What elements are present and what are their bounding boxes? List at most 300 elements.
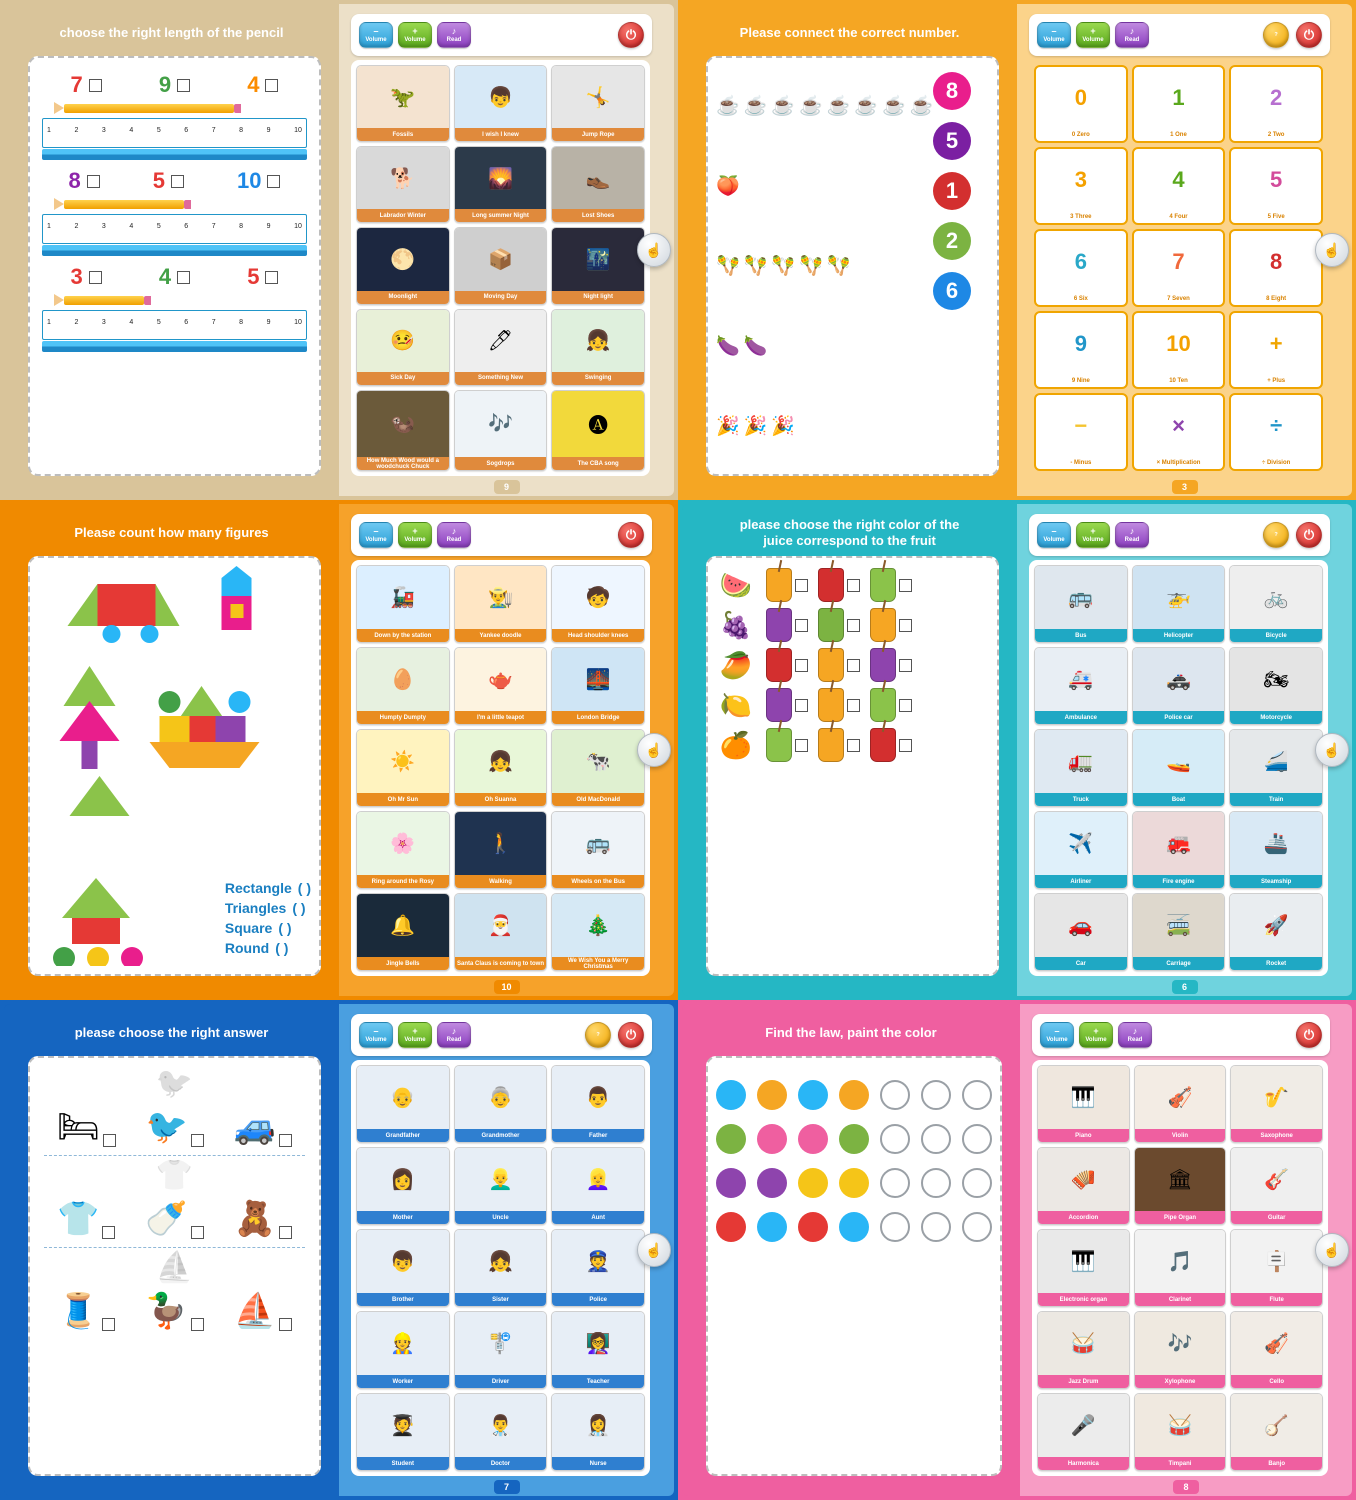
number-choice[interactable]: 5 <box>933 122 971 160</box>
number-card[interactable] <box>1132 311 1226 389</box>
scroll-knob[interactable]: ☝ <box>637 233 671 267</box>
icon-card[interactable] <box>356 1393 450 1471</box>
number-card[interactable] <box>1034 311 1128 389</box>
volume-down-button-label: Volume <box>365 1037 387 1043</box>
icon-card[interactable] <box>1229 565 1323 643</box>
toolbar <box>1032 1014 1330 1056</box>
volume-up-button[interactable] <box>398 522 432 548</box>
juice-option[interactable] <box>766 648 808 682</box>
count-item-row <box>716 334 989 358</box>
legend-answer-blank[interactable]: ( ) <box>297 880 311 896</box>
card-thumbnail: 🎅 <box>455 894 547 957</box>
count-item-icon: 🎉 <box>771 416 796 437</box>
ruler-tick: 2 <box>74 223 79 230</box>
number-card[interactable] <box>1132 393 1226 471</box>
question-button[interactable] <box>1263 22 1289 48</box>
icon-card[interactable] <box>1037 1229 1130 1307</box>
ruler-tick: 9 <box>266 319 271 326</box>
number-choice[interactable]: 6 <box>933 272 971 310</box>
juice-checkbox[interactable] <box>847 699 860 712</box>
icon-card[interactable] <box>454 227 548 304</box>
card-thumbnail: 🧑‍🎓 <box>357 1394 449 1457</box>
read-button-label: Read <box>446 537 462 543</box>
panel-inner <box>682 1004 1352 1496</box>
card-label: Flute <box>1231 1293 1322 1306</box>
icon-card[interactable] <box>1132 811 1226 889</box>
icon-card[interactable] <box>1230 1147 1323 1225</box>
icon-card[interactable] <box>1037 1311 1130 1389</box>
read-button[interactable] <box>1118 1022 1152 1048</box>
card-label: Helicopter <box>1133 629 1225 642</box>
icon-card[interactable] <box>551 647 645 725</box>
pencil-option[interactable] <box>71 264 102 290</box>
icon-card[interactable] <box>551 65 645 142</box>
icon-card[interactable] <box>551 227 645 304</box>
count-item-icon: 🪇 <box>826 256 851 277</box>
icon-card[interactable] <box>1134 1393 1227 1471</box>
read-button-label: Read <box>1127 1037 1143 1043</box>
icon-card[interactable] <box>356 1229 450 1307</box>
pencil-tip <box>54 102 64 114</box>
pencil-option-checkbox[interactable] <box>89 79 102 92</box>
volume-down-button-label: Volume <box>1043 37 1065 43</box>
card-label: Piano <box>1038 1129 1129 1142</box>
juice-checkbox[interactable] <box>847 739 860 752</box>
juice-row <box>716 728 989 762</box>
juice-option[interactable] <box>766 688 808 722</box>
number-card-label: 10 Ten <box>1169 378 1188 384</box>
icon-card[interactable] <box>1134 1065 1227 1143</box>
answer-checkbox[interactable] <box>279 1318 292 1331</box>
answer-checkbox[interactable] <box>279 1134 292 1147</box>
juice-option[interactable] <box>870 688 912 722</box>
juice-checkbox[interactable] <box>795 739 808 752</box>
icon-card-grid <box>1032 1060 1328 1476</box>
juice-checkbox[interactable] <box>899 739 912 752</box>
power-button[interactable]: ⏻ <box>618 1022 644 1048</box>
volume-up-icon: + <box>412 26 418 36</box>
card-label: Timpani <box>1135 1457 1226 1470</box>
icon-card[interactable] <box>1034 647 1128 725</box>
number-card[interactable] <box>1034 65 1128 143</box>
pattern-dot-empty[interactable] <box>962 1080 992 1110</box>
number-card-glyph: 1 <box>1172 85 1185 110</box>
question-button[interactable] <box>1263 522 1289 548</box>
pencil-option[interactable] <box>153 168 184 194</box>
icon-card[interactable] <box>1132 893 1226 971</box>
card-thumbnail: 🐕 <box>357 147 449 209</box>
juice-checkbox[interactable] <box>899 619 912 632</box>
icon-card[interactable] <box>454 1229 548 1307</box>
answer-option[interactable] <box>234 1107 292 1147</box>
number-choice[interactable]: 8 <box>933 72 971 110</box>
volume-down-button-label: Volume <box>365 537 387 543</box>
icon-card[interactable] <box>356 811 450 889</box>
answer-checkbox[interactable] <box>191 1134 204 1147</box>
pencil-tip <box>54 294 64 306</box>
icon-card[interactable] <box>454 565 548 643</box>
icon-card[interactable] <box>1034 893 1128 971</box>
scroll-knob[interactable]: ☝ <box>1315 1233 1349 1267</box>
volume-down-button[interactable] <box>359 22 393 48</box>
volume-down-button[interactable] <box>359 1022 393 1048</box>
card-label: Saxophone <box>1231 1129 1322 1142</box>
legend-answer-blank[interactable]: ( ) <box>275 940 289 956</box>
icon-card[interactable] <box>1229 811 1323 889</box>
card-thumbnail: 🚤 <box>1133 730 1225 793</box>
toolbar-controls-left <box>1040 1022 1152 1048</box>
book-panel-count-figures <box>0 500 678 1000</box>
card-thumbnail: 👨‍🌾 <box>455 566 547 629</box>
number-card[interactable] <box>1229 393 1323 471</box>
pattern-dot-empty[interactable] <box>880 1168 910 1198</box>
juice-option[interactable] <box>870 568 912 602</box>
juice-checkbox[interactable] <box>795 579 808 592</box>
pattern-dot-empty[interactable] <box>962 1168 992 1198</box>
pencil-option-checkbox[interactable] <box>267 175 280 188</box>
card-label: Jazz Drum <box>1038 1375 1129 1388</box>
legend-answer-blank[interactable]: ( ) <box>292 900 306 916</box>
icon-card[interactable] <box>551 729 645 807</box>
icon-card[interactable] <box>454 146 548 223</box>
volume-down-button-label: Volume <box>1043 537 1065 543</box>
pencil-option-checkbox[interactable] <box>177 271 190 284</box>
panel-inner <box>4 4 674 496</box>
card-thumbnail: 🚢 <box>1230 812 1322 875</box>
answer-option[interactable] <box>57 1107 116 1147</box>
ruler-tick: 8 <box>239 319 244 326</box>
page-number: 7 <box>494 1480 520 1494</box>
icon-card[interactable] <box>356 1311 450 1389</box>
pattern-dot-filled <box>839 1080 869 1110</box>
pencil-option[interactable] <box>71 72 102 98</box>
card-thumbnail: 🚶 <box>455 812 547 875</box>
number-card[interactable] <box>1132 147 1226 225</box>
pattern-dot-empty[interactable] <box>962 1124 992 1154</box>
icon-card[interactable] <box>551 811 645 889</box>
icon-card[interactable] <box>454 390 548 471</box>
read-button[interactable] <box>1115 522 1149 548</box>
icon-card[interactable] <box>454 729 548 807</box>
icon-card[interactable] <box>1034 565 1128 643</box>
icon-card[interactable] <box>356 893 450 971</box>
pencil-option-number: 4 <box>247 72 260 97</box>
icon-card[interactable] <box>1034 729 1128 807</box>
answer-checkbox[interactable] <box>103 1134 116 1147</box>
pattern-dot-empty[interactable] <box>921 1168 951 1198</box>
icon-card[interactable] <box>551 146 645 223</box>
card-label: The CBA song <box>552 457 644 470</box>
icon-card[interactable] <box>356 65 450 142</box>
card-label: Walking <box>455 875 547 888</box>
icon-card[interactable] <box>1229 729 1323 807</box>
read-icon: ♪ <box>1129 526 1135 536</box>
pencil-option-checkbox[interactable] <box>265 79 278 92</box>
icon-card[interactable] <box>551 893 645 971</box>
answer-option[interactable] <box>145 1291 203 1331</box>
volume-down-button[interactable] <box>1037 22 1071 48</box>
pattern-dot-empty[interactable] <box>880 1124 910 1154</box>
card-thumbnail: 🌃 <box>552 228 644 290</box>
scroll-knob[interactable]: ☝ <box>1315 733 1349 767</box>
icon-card[interactable] <box>551 565 645 643</box>
volume-down-button[interactable] <box>1037 522 1071 548</box>
number-card[interactable] <box>1229 229 1323 307</box>
card-thumbnail: 🚲 <box>1230 566 1322 629</box>
card-thumbnail: 🎹 <box>1038 1230 1129 1293</box>
pencil-option[interactable] <box>159 264 190 290</box>
card-thumbnail: 🚑 <box>1035 648 1127 711</box>
icon-card[interactable] <box>1230 1393 1323 1471</box>
answer-checkbox[interactable] <box>102 1318 115 1331</box>
icon-card[interactable] <box>356 729 450 807</box>
volume-down-button[interactable] <box>359 522 393 548</box>
icon-card[interactable] <box>1230 1065 1323 1143</box>
power-button[interactable]: ⏻ <box>618 522 644 548</box>
volume-up-button[interactable] <box>1076 22 1110 48</box>
number-card[interactable] <box>1132 229 1226 307</box>
volume-down-icon: – <box>373 1026 379 1036</box>
left-page <box>4 504 339 996</box>
power-button[interactable]: ⏻ <box>618 22 644 48</box>
icon-card[interactable] <box>551 390 645 471</box>
row-divider <box>44 1247 305 1248</box>
answer-option[interactable] <box>57 1199 115 1239</box>
answer-option[interactable] <box>234 1291 292 1331</box>
juice-checkbox[interactable] <box>899 659 912 672</box>
volume-up-button[interactable] <box>1079 1022 1113 1048</box>
juice-checkbox[interactable] <box>899 579 912 592</box>
icon-card[interactable] <box>1037 1065 1130 1143</box>
card-label: Long summer Night <box>455 209 547 222</box>
icon-card[interactable] <box>1230 1229 1323 1307</box>
number-card[interactable] <box>1034 147 1128 225</box>
card-label: London Bridge <box>552 711 644 724</box>
pattern-dot-empty[interactable] <box>880 1080 910 1110</box>
power-button[interactable]: ⏻ <box>1296 522 1322 548</box>
scroll-knob[interactable]: ☝ <box>637 1233 671 1267</box>
scroll-knob[interactable]: ☝ <box>637 733 671 767</box>
pattern-dot-empty[interactable] <box>921 1212 951 1242</box>
ruler-tick: 8 <box>239 223 244 230</box>
answer-option[interactable] <box>145 1199 203 1239</box>
icon-card[interactable] <box>454 65 548 142</box>
juice-checkbox[interactable] <box>847 579 860 592</box>
juice-option[interactable] <box>818 688 860 722</box>
juice-option[interactable] <box>766 728 808 762</box>
page-title: Find the law, paint the color <box>765 1025 937 1041</box>
card-thumbnail: 🎸 <box>1231 1148 1322 1211</box>
card-label: Labrador Winter <box>357 209 449 222</box>
juice-option[interactable] <box>818 648 860 682</box>
juice-option[interactable] <box>766 568 808 602</box>
ruler-ticks <box>43 311 306 326</box>
juice-checkbox[interactable] <box>847 619 860 632</box>
card-thumbnail: 🚌 <box>552 812 644 875</box>
pencil-option-checkbox[interactable] <box>171 175 184 188</box>
juice-cup <box>870 648 896 682</box>
card-label: Guitar <box>1231 1211 1322 1224</box>
card-label: Jump Rope <box>552 128 644 141</box>
pencil-option-checkbox[interactable] <box>87 175 100 188</box>
icon-card[interactable] <box>1229 647 1323 725</box>
juice-checkbox[interactable] <box>899 699 912 712</box>
legend-answer-blank[interactable]: ( ) <box>278 920 292 936</box>
icon-card[interactable] <box>454 1065 548 1143</box>
answer-checkbox[interactable] <box>191 1226 204 1239</box>
power-button[interactable]: ⏻ <box>1296 22 1322 48</box>
icon-card[interactable] <box>551 1393 645 1471</box>
volume-up-button[interactable] <box>398 22 432 48</box>
juice-option[interactable] <box>818 728 860 762</box>
icon-card[interactable] <box>1134 1229 1227 1307</box>
icon-card[interactable] <box>454 1311 548 1389</box>
number-card-glyph: 4 <box>1172 167 1185 192</box>
icon-card[interactable] <box>551 1311 645 1389</box>
answer-checkbox[interactable] <box>191 1318 204 1331</box>
pencil-option[interactable] <box>159 72 190 98</box>
pattern-dot-empty[interactable] <box>880 1212 910 1242</box>
ruler-tick: 7 <box>211 319 216 326</box>
juice-checkbox[interactable] <box>795 699 808 712</box>
icon-card[interactable] <box>1132 729 1226 807</box>
pencil-option-checkbox[interactable] <box>265 271 278 284</box>
pattern-dot-empty[interactable] <box>962 1212 992 1242</box>
pencil-option[interactable] <box>69 168 100 194</box>
icon-card[interactable] <box>356 227 450 304</box>
juice-checkbox[interactable] <box>795 659 808 672</box>
icon-card[interactable] <box>356 146 450 223</box>
page-title: please choose the right color of the juice correspond to the fruit <box>739 517 960 548</box>
pencil-option[interactable] <box>237 168 280 194</box>
page-title: choose the right length of the pencil <box>59 25 284 41</box>
juice-option[interactable] <box>818 568 860 602</box>
icon-card[interactable] <box>454 647 548 725</box>
card-thumbnail: 🎷 <box>1231 1066 1322 1129</box>
icon-card[interactable] <box>1230 1311 1323 1389</box>
toolbar-controls-right <box>1296 1022 1322 1048</box>
icon-card[interactable] <box>356 309 450 386</box>
read-button[interactable] <box>437 1022 471 1048</box>
juice-checkbox[interactable] <box>847 659 860 672</box>
volume-up-button[interactable] <box>398 1022 432 1048</box>
card-thumbnail: 🚒 <box>1133 812 1225 875</box>
number-choice[interactable]: 1 <box>933 172 971 210</box>
number-card-glyph: 5 <box>1270 167 1283 192</box>
icon-card[interactable] <box>454 1147 548 1225</box>
volume-up-button[interactable] <box>1076 522 1110 548</box>
juice-option[interactable] <box>818 608 860 642</box>
volume-up-icon: + <box>1090 526 1096 536</box>
number-card-glyph: ÷ <box>1270 413 1283 438</box>
icon-card[interactable] <box>1229 893 1323 971</box>
pencil-option[interactable] <box>247 72 278 98</box>
answer-outline: 🐦 <box>155 1067 194 1100</box>
answer-option[interactable] <box>234 1199 292 1239</box>
number-card[interactable] <box>1229 147 1323 225</box>
count-item-icon: 🍆 <box>743 336 768 357</box>
icon-card[interactable] <box>356 647 450 725</box>
worksheet-juice-color <box>706 556 999 976</box>
juice-option[interactable] <box>870 608 912 642</box>
scroll-knob[interactable]: ☝ <box>1315 233 1349 267</box>
toolbar <box>1029 14 1330 56</box>
question-button[interactable] <box>585 1022 611 1048</box>
answer-option-image: ⛵ <box>233 1292 276 1330</box>
number-card[interactable] <box>1229 65 1323 143</box>
ruler-tick: 7 <box>211 223 216 230</box>
juice-checkbox[interactable] <box>795 619 808 632</box>
icon-card[interactable] <box>454 811 548 889</box>
icon-card[interactable] <box>356 565 450 643</box>
volume-down-button[interactable] <box>1040 1022 1074 1048</box>
read-button[interactable] <box>1115 22 1149 48</box>
icon-card[interactable] <box>1037 1147 1130 1225</box>
icon-card[interactable] <box>356 1147 450 1225</box>
icon-card[interactable] <box>551 1147 645 1225</box>
icon-card[interactable] <box>356 390 450 471</box>
icon-card[interactable] <box>551 1229 645 1307</box>
number-card[interactable] <box>1034 393 1128 471</box>
answer-checkbox[interactable] <box>102 1226 115 1239</box>
icon-card[interactable] <box>551 309 645 386</box>
pencil-option-checkbox[interactable] <box>177 79 190 92</box>
juice-option[interactable] <box>870 648 912 682</box>
card-thumbnail: 🌕 <box>357 228 449 290</box>
icon-card[interactable] <box>1037 1393 1130 1471</box>
icon-card[interactable] <box>551 1065 645 1143</box>
icon-card[interactable] <box>356 1065 450 1143</box>
card-label: Mother <box>357 1211 449 1224</box>
pencil-option-checkbox[interactable] <box>89 271 102 284</box>
count-item-icon: ☕ <box>799 96 823 117</box>
card-thumbnail: 🚗 <box>1035 894 1127 957</box>
read-button[interactable] <box>437 522 471 548</box>
icon-card[interactable] <box>1034 811 1128 889</box>
answer-option[interactable] <box>57 1291 115 1331</box>
fruit-icon: 🍋 <box>719 689 753 720</box>
number-card[interactable] <box>1132 65 1226 143</box>
ruler-tick: 3 <box>101 223 106 230</box>
pencil-option[interactable] <box>247 264 278 290</box>
answer-option[interactable] <box>146 1107 204 1147</box>
card-label: Night light <box>552 291 644 304</box>
icon-card[interactable] <box>454 1393 548 1471</box>
pattern-dot-empty[interactable] <box>921 1124 951 1154</box>
juice-option[interactable] <box>766 608 808 642</box>
read-button[interactable] <box>437 22 471 48</box>
icon-card[interactable] <box>454 893 548 971</box>
card-thumbnail: 👨‍⚕️ <box>455 1394 547 1457</box>
icon-card[interactable] <box>454 309 548 386</box>
number-card[interactable] <box>1034 229 1128 307</box>
power-button[interactable]: ⏻ <box>1296 1022 1322 1048</box>
answer-option-image: 🛏 <box>56 1108 101 1146</box>
pattern-dot-empty[interactable] <box>921 1080 951 1110</box>
number-card[interactable] <box>1229 311 1323 389</box>
icon-card[interactable] <box>1132 565 1226 643</box>
icon-card[interactable] <box>1132 647 1226 725</box>
number-card-glyph: 10 <box>1166 331 1191 356</box>
answer-checkbox[interactable] <box>279 1226 292 1239</box>
number-choice[interactable]: 2 <box>933 222 971 260</box>
ruler-tick: 2 <box>74 127 79 134</box>
card-thumbnail: 👵 <box>455 1066 547 1129</box>
juice-option[interactable] <box>870 728 912 762</box>
icon-card[interactable] <box>1134 1147 1227 1225</box>
icon-card[interactable] <box>1134 1311 1227 1389</box>
answer-option-image: 🚙 <box>233 1108 277 1146</box>
